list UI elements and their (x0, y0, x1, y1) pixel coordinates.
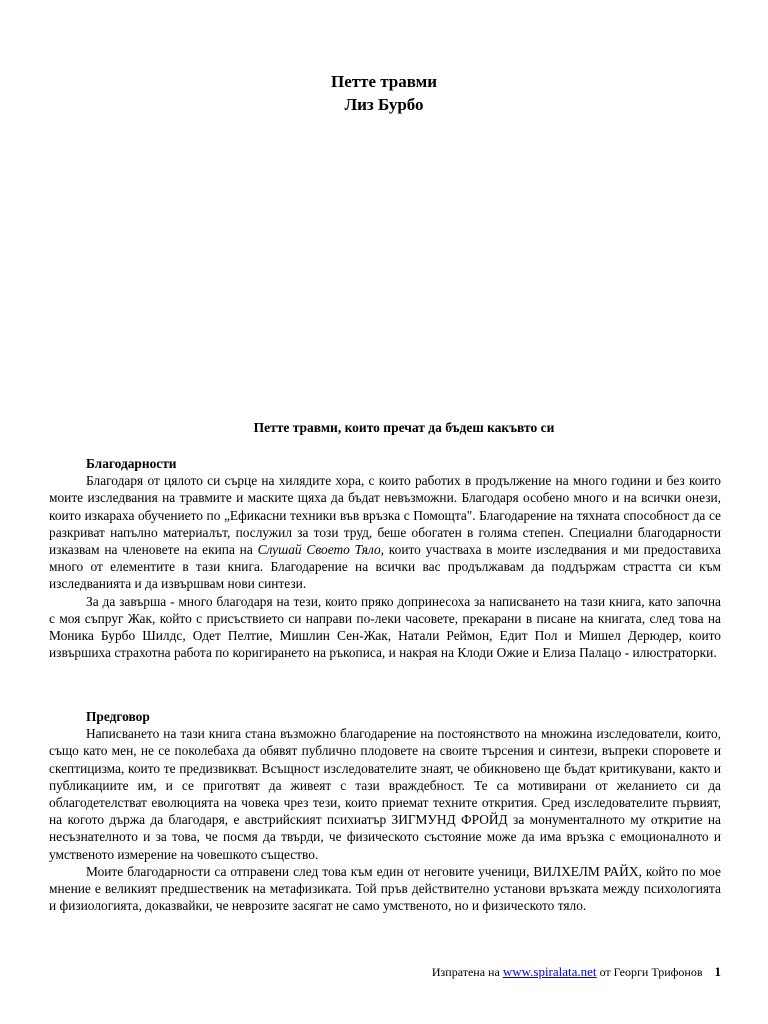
preface-section (49, 708, 721, 914)
acknowledgements-heading: Благодарности (86, 456, 177, 471)
document-title: Петте травми (330, 72, 438, 91)
document-author: Лиз Бурбо (344, 95, 424, 114)
document-subtitle: Петте травми, които пречат да бъдеш какъвто си (253, 420, 555, 435)
acknowledgements-paragraph-2: За да завърша - много благодаря на тези, които пряко допринесоха за написването на тази книга, като започна с моя съпруг Жак, който с присъствието си направи по-леки часовете, прекарани в писане на книгата, след това на Моника Бурбо Шилдс, Одет Пелтие, Мишлин Сен-Жак, Натали Реймон, Едит Пол и Мишел Дерюдер, които извършиха страхотна работа по коригирането на ръкописа, и накрая на Клоди Ожие и Елиза Палацо - илюстраторки. (49, 593, 721, 661)
footer-site-link[interactable]: www.spiralata.net (502, 964, 597, 979)
acknowledgements-p1-text-b: които участваха в моите изследвания и ми предоставиха много от елементите в тази книга. Благодарение на всички вас продължавам да поддържам страстта си към изследванията и да извършвам нови синтези. (49, 542, 721, 592)
acknowledgements-section (49, 455, 721, 661)
preface-paragraph-2: Моите благодарности са отправени след това към един от неговите ученици, ВИЛХЕЛМ РАЙХ, който по мое мнение е великият предшественик на метафизиката. Той пръв действително установи връзката между психологията и физиологията, доказвайки, че неврозите засягат не само умственото, но и физическото тяло. (49, 863, 721, 914)
footer-prefix: Изпратена на (431, 965, 503, 979)
footer-suffix: от Георги Трифонов (596, 965, 703, 979)
page-footer (432, 964, 721, 980)
preface-paragraph-1: Написването на тази книга стана възможно благодарение на постоянството на множина изследователи, които, също като мен, не се поколебаха да обявят публично плодовете на своите търсения и синтези, въпреки споровете и скептицизма, които те предизвикват. Всъщност изследователите знаят, че обикновено ще бъдат критикувани, както и публикациите им, и се приготвят да живеят с тази враждебност. Те са мотивирани от желанието си да облагодетелстват еволюцията на човека чрез тези, които приемат техните открития. Сред изследователите първият, на когото държа да благодаря, е австрийският психиатър ЗИГМУНД ФРОЙД за монументалното му откритие на несъзнателното и за това, че посмя да твърди, че физическото състояние може да има връзка с емоционалното и умственото измерение на човешкото същество. (49, 726, 721, 862)
acknowledgements-p1-italic: Слушай Своето Тяло, (257, 542, 385, 558)
acknowledgements-paragraph-1 (49, 472, 721, 592)
title-block (0, 70, 768, 116)
page-number: 1 (714, 964, 721, 979)
acknowledgements-p1-text-a: Благодаря от цялото си сърце на хилядите хора, с които работих в продължение на много години и без които моите изследвания на травмите и маските щяха да бъдат невъзможни. Благодаря особено много и на всички онези, които изкараха обучението по „Ефикасни техники във връзка с Помощта". Благодарение на тяхната способност да се разкриват напълно материалът, послужил за този труд, беше обогатен в голяма степен. Специални благодарности изказвам на членовете на екипа на (49, 473, 721, 558)
preface-heading: Предговор (86, 709, 150, 724)
